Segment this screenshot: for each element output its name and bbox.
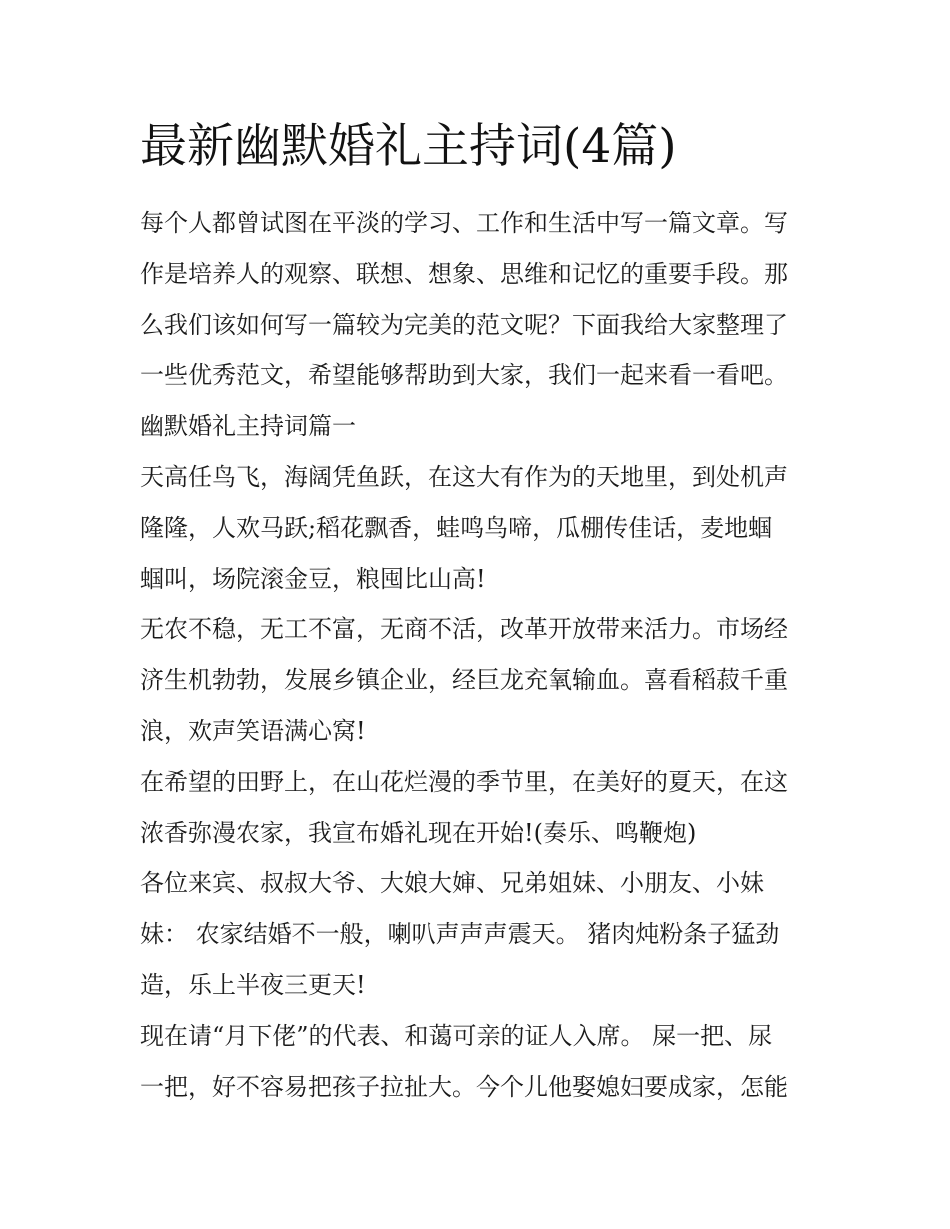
- document-title: 最新幽默婚礼主持词(4篇): [140, 119, 677, 174]
- text-line: 各位来宾、叔叔大爷、大娘大婶、兄弟姐妹、小朋友、小妹: [140, 869, 764, 898]
- text-line: 浓香弥漫农家，我宣布婚礼现在开始!(奏乐、鸣鞭炮): [140, 818, 697, 847]
- text-line: 一把，好不容易把孩子拉扯大。今个儿他娶媳妇要成家，怎能: [140, 1072, 788, 1101]
- text-line: 一些优秀范文，希望能够帮助到大家，我们一起来看一看吧。: [140, 361, 788, 390]
- text-line: 造，乐上半夜三更天!: [140, 970, 366, 999]
- text-line: 么我们该如何写一篇较为完美的范文呢？下面我给大家整理了: [140, 310, 788, 339]
- text-line: 作是培养人的观察、联想、想象、思维和记忆的重要手段。那: [140, 259, 788, 288]
- text-line: 在希望的田野上，在山花烂漫的季节里，在美好的夏天，在这: [140, 767, 788, 796]
- text-line: 无农不稳，无工不富，无商不活，改革开放带来活力。市场经: [140, 615, 788, 644]
- section-heading: 幽默婚礼主持词篇一: [140, 412, 356, 441]
- text-line: 蝈叫，场院滚金豆，粮囤比山高!: [140, 564, 486, 593]
- text-line: 现在请“月下佬”的代表、和蔼可亲的证人入席。 屎一把、尿: [140, 1021, 773, 1050]
- text-line: 浪，欢声笑语满心窝!: [140, 716, 366, 745]
- document-body: [140, 198, 820, 1112]
- text-line: 天高任鸟飞，海阔凭鱼跃，在这大有作为的天地里，到处机声: [140, 462, 788, 491]
- text-line: 妹： 农家结婚不一般，喇叭声声声震天。 猪肉炖粉条子猛劲: [140, 920, 780, 949]
- text-line: 隆隆，人欢马跃;稻花飘香，蛙鸣鸟啼，瓜棚传佳话，麦地蝈: [140, 513, 773, 542]
- text-line: 济生机勃勃，发展乡镇企业，经巨龙充氧输血。喜看稻菽千重: [140, 666, 788, 695]
- text-line: 每个人都曾试图在平淡的学习、工作和生活中写一篇文章。写: [140, 209, 788, 237]
